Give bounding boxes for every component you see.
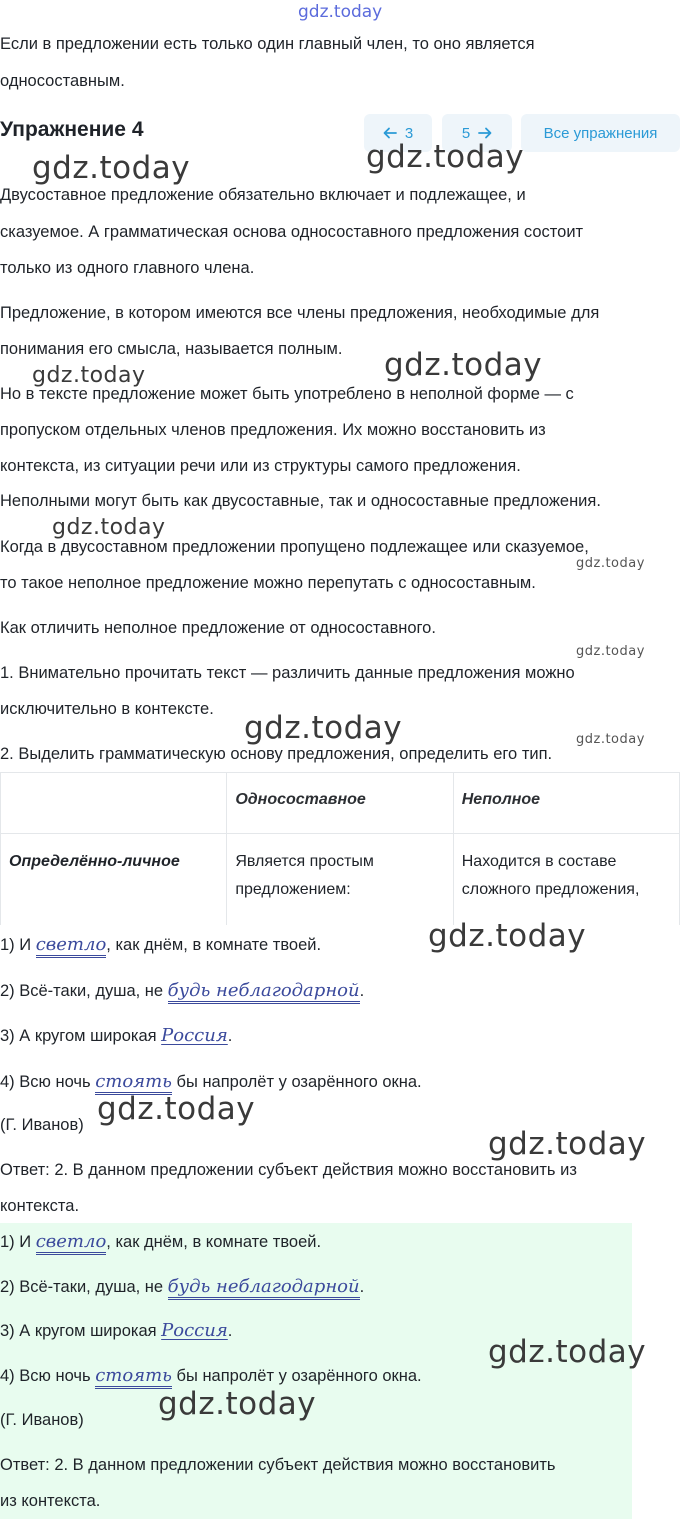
watermark: gdz.today — [244, 710, 403, 746]
watermark: gdz.today — [366, 139, 525, 175]
example-3 — [0, 1017, 676, 1055]
handwritten-predicate: будь неблагодарной — [168, 1276, 360, 1300]
example-text: 1) И — [0, 1233, 36, 1251]
p4-line-1: Неполными могут быть как двусоставные, так и односоставные предложения. — [0, 492, 601, 510]
table-cell — [453, 834, 679, 926]
p3-line-3: контекста, из ситуации речи или из структуры самого предложения. — [0, 457, 521, 475]
prev-exercise-label: 3 — [404, 124, 414, 142]
watermark: gdz.today — [576, 644, 645, 659]
example-2 — [0, 972, 676, 1010]
watermark: gdz.today — [32, 150, 191, 186]
table-cell-line: Является простым — [235, 853, 374, 870]
p1-line-2: сказуемое. А грамматическая основа односоставного предложения состоит — [0, 223, 584, 241]
example-text: 2) Всё-таки, душа, не — [0, 1278, 168, 1296]
arrow-right-icon — [478, 126, 492, 140]
example-text: , как днём, в комнате твоей. — [106, 1233, 322, 1251]
example-text: бы напролёт у озарённого окна. — [171, 1073, 422, 1091]
table-cell-line: предложением: — [235, 881, 351, 898]
site-logo[interactable]: gdz.today — [298, 2, 383, 22]
answer-example-2 — [0, 1268, 676, 1306]
table-row-label: Определённо-личное — [1, 834, 227, 926]
handwritten-predicate: светло — [36, 934, 107, 958]
intro-line-1: Если в предложении есть только один главный член, то оно является — [0, 35, 535, 53]
watermark: gdz.today — [488, 1334, 647, 1370]
answer-author: (Г. Иванов) — [0, 1411, 84, 1429]
answer-block-line-2: из контекста. — [0, 1492, 101, 1510]
intro-line-2: односоставным. — [0, 72, 125, 90]
example-text: . — [227, 1027, 233, 1045]
p3-line-1: Но в тексте предложение может быть употреблено в неполной форме — с — [0, 385, 574, 403]
p2-line-1: Предложение, в котором имеются все члены предложения, необходимые для — [0, 304, 600, 322]
example-text: , как днём, в комнате твоей. — [106, 936, 322, 954]
p5-line-2: то такое неполное предложение можно перепутать с односоставным. — [0, 574, 536, 592]
example-text: . — [227, 1322, 233, 1340]
p5-line-1: Когда в двусоставном предложении пропущено подлежащее или сказуемое, — [0, 538, 589, 556]
handwritten-predicate: будь неблагодарной — [168, 980, 360, 1004]
table-header-cell: Неполное — [453, 773, 679, 834]
example-text: . — [359, 1278, 365, 1296]
example-text: 3) А кругом широкая — [0, 1322, 162, 1340]
watermark: gdz.today — [576, 732, 645, 747]
handwritten-predicate: светло — [36, 1231, 107, 1255]
example-text: . — [359, 982, 365, 1000]
table-row — [1, 834, 680, 926]
watermark: gdz.today — [158, 1386, 317, 1422]
all-exercises-button[interactable] — [521, 114, 680, 152]
answer-line-2: контекста. — [0, 1197, 80, 1215]
answer-block-line-1: Ответ: 2. В данном предложении субъект действия можно восстановить — [0, 1456, 556, 1474]
example-text: 4) Всю ночь — [0, 1367, 96, 1385]
p7-line-2: исключительно в контексте. — [0, 700, 214, 718]
table-cell-line: Находится в составе — [461, 853, 617, 870]
p1-line-3: только из одного главного члена. — [0, 259, 255, 277]
p6-line-1: Как отличить неполное предложение от односоставного. — [0, 619, 436, 637]
example-text: 1) И — [0, 936, 36, 954]
exercise-heading: Упражнение 4 — [0, 118, 144, 141]
watermark: gdz.today — [384, 347, 543, 383]
watermark: gdz.today — [576, 556, 645, 571]
watermark: gdz.today — [52, 515, 166, 540]
table-cell — [227, 834, 453, 926]
handwritten-subject: Россия — [161, 1320, 228, 1341]
answer-example-1 — [0, 1223, 676, 1261]
handwritten-subject: Россия — [161, 1025, 228, 1046]
watermark: gdz.today — [428, 918, 587, 954]
handwritten-predicate: стоять — [95, 1365, 172, 1389]
arrow-left-icon — [383, 126, 397, 140]
p8-line-1: 2. Выделить грамматическую основу предложения, определить его тип. — [0, 745, 553, 763]
table-header-row — [1, 773, 680, 834]
comparison-table — [0, 772, 680, 926]
all-exercises-label: Все упражнения — [543, 124, 658, 142]
watermark: gdz.today — [32, 363, 146, 388]
example-text: 3) А кругом широкая — [0, 1027, 162, 1045]
next-exercise-label: 5 — [461, 124, 471, 142]
p3-line-2: пропуском отдельных членов предложения. Их можно восстановить из — [0, 421, 546, 439]
handwritten-predicate: стоять — [95, 1071, 172, 1095]
p2-line-2: понимания его смысла, называется полным. — [0, 340, 343, 358]
p7-line-1: 1. Внимательно прочитать текст — различить данные предложения можно — [0, 664, 575, 682]
example-text: 4) Всю ночь — [0, 1073, 96, 1091]
watermark: gdz.today — [97, 1091, 256, 1127]
table-header-cell: Односоставное — [227, 773, 453, 834]
example-text: 2) Всё-таки, душа, не — [0, 982, 168, 1000]
answer-line-1: Ответ: 2. В данном предложении субъект действия можно восстановить из — [0, 1161, 577, 1179]
example-author: (Г. Иванов) — [0, 1116, 84, 1134]
table-header-cell — [1, 773, 227, 834]
watermark: gdz.today — [488, 1126, 647, 1162]
example-text: бы напролёт у озарённого окна. — [171, 1367, 422, 1385]
p1-line-1: Двусоставное предложение обязательно включает и подлежащее, и — [0, 186, 526, 204]
table-cell-line: сложного предложения, — [461, 881, 640, 898]
